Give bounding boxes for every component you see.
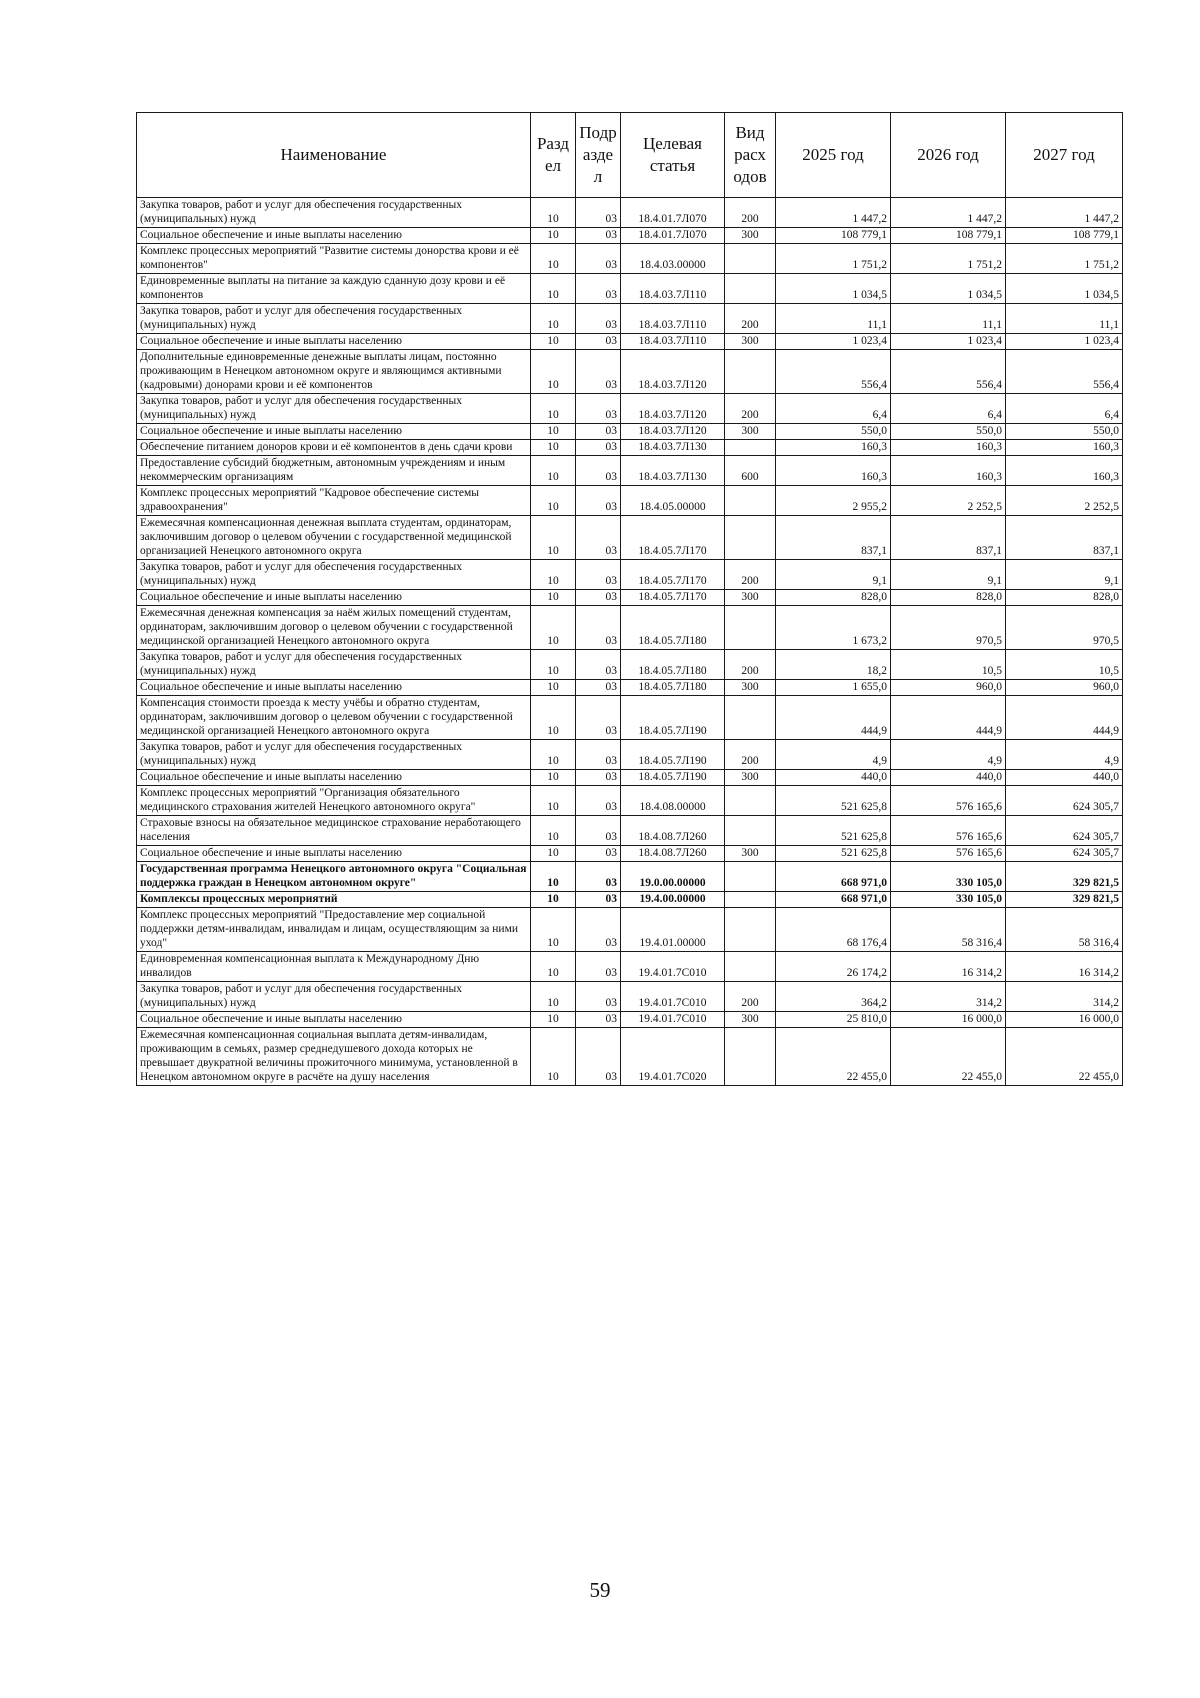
- row-value-2027: 624 305,7: [1006, 846, 1123, 862]
- row-expense-type: [725, 862, 776, 892]
- row-podrazdel: 03: [576, 982, 621, 1012]
- row-value-2027: 16 314,2: [1006, 952, 1123, 982]
- row-target-article: 18.4.05.7Л170: [621, 560, 725, 590]
- row-expense-type: [725, 516, 776, 560]
- row-podrazdel: 03: [576, 244, 621, 274]
- row-value-2026: 828,0: [891, 590, 1006, 606]
- row-value-2027: 550,0: [1006, 424, 1123, 440]
- row-value-2027: 58 316,4: [1006, 908, 1123, 952]
- row-expense-type: 300: [725, 846, 776, 862]
- table-row: [137, 908, 1123, 952]
- row-value-2025: 837,1: [776, 516, 891, 560]
- row-target-article: 19.4.01.7С010: [621, 982, 725, 1012]
- row-expense-type: [725, 274, 776, 304]
- row-value-2027: 9,1: [1006, 560, 1123, 590]
- row-target-article: 18.4.03.7Л130: [621, 456, 725, 486]
- row-razdel: 10: [531, 560, 576, 590]
- row-razdel: 10: [531, 424, 576, 440]
- row-name: Социальное обеспечение и иные выплаты населению: [137, 680, 531, 696]
- header-razdel: Разд ел: [531, 113, 576, 198]
- row-target-article: 18.4.05.7Л190: [621, 696, 725, 740]
- row-value-2025: 521 625,8: [776, 786, 891, 816]
- row-value-2027: 4,9: [1006, 740, 1123, 770]
- row-name: Комплекс процессных мероприятий "Развитие системы донорства крови и её компонентов": [137, 244, 531, 274]
- row-expense-type: 200: [725, 304, 776, 334]
- row-razdel: 10: [531, 696, 576, 740]
- row-target-article: 18.4.05.7Л180: [621, 650, 725, 680]
- page-number: 59: [589, 1578, 611, 1602]
- row-podrazdel: 03: [576, 680, 621, 696]
- row-value-2026: 1 034,5: [891, 274, 1006, 304]
- row-value-2027: 314,2: [1006, 982, 1123, 1012]
- header-podrazdel: Подр азде л: [576, 113, 621, 198]
- row-expense-type: 300: [725, 1012, 776, 1028]
- row-razdel: 10: [531, 606, 576, 650]
- row-value-2027: 160,3: [1006, 456, 1123, 486]
- row-razdel: 10: [531, 244, 576, 274]
- row-razdel: 10: [531, 952, 576, 982]
- table-row: [137, 244, 1123, 274]
- row-podrazdel: 03: [576, 350, 621, 394]
- row-name: Ежемесячная денежная компенсация за наём жилых помещений студентам, ординаторам, заключившим договор о целевом обучении с государственной медицинской организацией Ненецкого автономного округа: [137, 606, 531, 650]
- row-value-2026: 16 314,2: [891, 952, 1006, 982]
- row-name: Социальное обеспечение и иные выплаты населению: [137, 228, 531, 244]
- row-name: Закупка товаров, работ и услуг для обеспечения государственных (муниципальных) нужд: [137, 304, 531, 334]
- row-razdel: 10: [531, 740, 576, 770]
- row-value-2026: 440,0: [891, 770, 1006, 786]
- row-razdel: 10: [531, 198, 576, 228]
- row-expense-type: [725, 244, 776, 274]
- row-expense-type: [725, 1028, 776, 1086]
- row-podrazdel: 03: [576, 1012, 621, 1028]
- row-name: Социальное обеспечение и иные выплаты населению: [137, 424, 531, 440]
- row-expense-type: [725, 440, 776, 456]
- row-value-2026: 837,1: [891, 516, 1006, 560]
- table-row: [137, 516, 1123, 560]
- row-value-2026: 6,4: [891, 394, 1006, 424]
- row-podrazdel: 03: [576, 198, 621, 228]
- row-value-2027: 828,0: [1006, 590, 1123, 606]
- row-name: Социальное обеспечение и иные выплаты населению: [137, 334, 531, 350]
- row-value-2027: 1 447,2: [1006, 198, 1123, 228]
- row-target-article: 18.4.08.00000: [621, 786, 725, 816]
- row-value-2026: 576 165,6: [891, 846, 1006, 862]
- row-value-2027: 329 821,5: [1006, 892, 1123, 908]
- row-podrazdel: 03: [576, 952, 621, 982]
- row-podrazdel: 03: [576, 590, 621, 606]
- row-name: Закупка товаров, работ и услуг для обеспечения государственных (муниципальных) нужд: [137, 982, 531, 1012]
- row-podrazdel: 03: [576, 304, 621, 334]
- row-expense-type: 600: [725, 456, 776, 486]
- row-expense-type: [725, 952, 776, 982]
- row-razdel: 10: [531, 1012, 576, 1028]
- row-value-2027: 160,3: [1006, 440, 1123, 456]
- row-name: Социальное обеспечение и иные выплаты населению: [137, 846, 531, 862]
- row-value-2026: 160,3: [891, 440, 1006, 456]
- row-name: Ежемесячная компенсационная социальная выплата детям-инвалидам, проживающим в семьях, размер среднедушевого дохода которых не превышает двукратной величины прожиточного минимума, установленной в Ненецком автономном округе в расчёте на душу населения: [137, 1028, 531, 1086]
- row-value-2026: 1 447,2: [891, 198, 1006, 228]
- row-podrazdel: 03: [576, 862, 621, 892]
- row-expense-type: [725, 892, 776, 908]
- row-expense-type: [725, 486, 776, 516]
- table-row: [137, 560, 1123, 590]
- table-row: [137, 892, 1123, 908]
- row-podrazdel: 03: [576, 228, 621, 244]
- row-value-2025: 550,0: [776, 424, 891, 440]
- table-row: [137, 696, 1123, 740]
- row-value-2025: 18,2: [776, 650, 891, 680]
- table-header-row: [137, 113, 1123, 198]
- row-expense-type: [725, 786, 776, 816]
- row-podrazdel: 03: [576, 770, 621, 786]
- row-target-article: 18.4.05.7Л170: [621, 516, 725, 560]
- row-target-article: 18.4.03.7Л120: [621, 394, 725, 424]
- row-razdel: 10: [531, 786, 576, 816]
- row-razdel: 10: [531, 274, 576, 304]
- table-row: [137, 394, 1123, 424]
- row-podrazdel: 03: [576, 440, 621, 456]
- row-value-2025: 440,0: [776, 770, 891, 786]
- row-podrazdel: 03: [576, 486, 621, 516]
- row-target-article: 19.4.01.00000: [621, 908, 725, 952]
- row-name: Единовременная компенсационная выплата к Международному Дню инвалидов: [137, 952, 531, 982]
- row-value-2026: 576 165,6: [891, 786, 1006, 816]
- row-name: Социальное обеспечение и иные выплаты населению: [137, 1012, 531, 1028]
- row-value-2025: 2 955,2: [776, 486, 891, 516]
- row-target-article: 18.4.01.7Л070: [621, 198, 725, 228]
- row-target-article: 18.4.03.7Л110: [621, 274, 725, 304]
- row-value-2025: 444,9: [776, 696, 891, 740]
- row-target-article: 18.4.03.7Л130: [621, 440, 725, 456]
- table-row: [137, 304, 1123, 334]
- row-value-2026: 11,1: [891, 304, 1006, 334]
- row-value-2027: 11,1: [1006, 304, 1123, 334]
- table-row: [137, 1012, 1123, 1028]
- row-name: Страховые взносы на обязательное медицинское страхование неработающего населения: [137, 816, 531, 846]
- row-value-2026: 16 000,0: [891, 1012, 1006, 1028]
- row-expense-type: 200: [725, 560, 776, 590]
- row-podrazdel: 03: [576, 816, 621, 846]
- row-target-article: 18.4.03.7Л120: [621, 350, 725, 394]
- row-name: Компенсация стоимости проезда к месту учёбы и обратно студентам, ординаторам, заключившим договор о целевом обучении с государственной медицинской организацией Ненецкого автономного округа: [137, 696, 531, 740]
- row-value-2027: 444,9: [1006, 696, 1123, 740]
- row-name: Комплекс процессных мероприятий "Организация обязательного медицинского страхования жителей Ненецкого автономного округа": [137, 786, 531, 816]
- row-value-2026: 58 316,4: [891, 908, 1006, 952]
- row-razdel: 10: [531, 350, 576, 394]
- table-row: [137, 440, 1123, 456]
- row-podrazdel: 03: [576, 560, 621, 590]
- row-value-2026: 4,9: [891, 740, 1006, 770]
- row-name: Социальное обеспечение и иные выплаты населению: [137, 770, 531, 786]
- row-value-2026: 444,9: [891, 696, 1006, 740]
- row-target-article: 19.4.01.7С020: [621, 1028, 725, 1086]
- row-podrazdel: 03: [576, 1028, 621, 1086]
- row-expense-type: 200: [725, 394, 776, 424]
- row-value-2027: 556,4: [1006, 350, 1123, 394]
- row-value-2026: 1 751,2: [891, 244, 1006, 274]
- row-value-2026: 160,3: [891, 456, 1006, 486]
- table-body: [137, 198, 1123, 1086]
- header-year-2027: 2027 год: [1006, 113, 1123, 198]
- row-value-2026: 10,5: [891, 650, 1006, 680]
- table-row: [137, 274, 1123, 304]
- row-expense-type: 300: [725, 228, 776, 244]
- row-podrazdel: 03: [576, 516, 621, 560]
- row-value-2027: 22 455,0: [1006, 1028, 1123, 1086]
- row-razdel: 10: [531, 304, 576, 334]
- row-target-article: 18.4.05.7Л170: [621, 590, 725, 606]
- table-row: [137, 982, 1123, 1012]
- row-value-2026: 330 105,0: [891, 892, 1006, 908]
- row-value-2025: 521 625,8: [776, 846, 891, 862]
- row-expense-type: 200: [725, 650, 776, 680]
- row-value-2025: 160,3: [776, 456, 891, 486]
- row-razdel: 10: [531, 908, 576, 952]
- row-podrazdel: 03: [576, 424, 621, 440]
- row-value-2025: 1 655,0: [776, 680, 891, 696]
- table-row: [137, 740, 1123, 770]
- row-value-2025: 1 034,5: [776, 274, 891, 304]
- row-podrazdel: 03: [576, 334, 621, 350]
- row-value-2025: 6,4: [776, 394, 891, 424]
- row-target-article: 18.4.03.00000: [621, 244, 725, 274]
- row-value-2027: 837,1: [1006, 516, 1123, 560]
- row-name: Государственная программа Ненецкого автономного округа "Социальная поддержка граждан в Ненецком автономном округе": [137, 862, 531, 892]
- row-podrazdel: 03: [576, 846, 621, 862]
- row-value-2027: 624 305,7: [1006, 816, 1123, 846]
- row-razdel: 10: [531, 770, 576, 786]
- row-razdel: 10: [531, 982, 576, 1012]
- row-value-2027: 624 305,7: [1006, 786, 1123, 816]
- row-value-2025: 668 971,0: [776, 892, 891, 908]
- row-razdel: 10: [531, 228, 576, 244]
- row-expense-type: 200: [725, 740, 776, 770]
- row-razdel: 10: [531, 680, 576, 696]
- row-podrazdel: 03: [576, 274, 621, 304]
- row-name: Комплексы процессных мероприятий: [137, 892, 531, 908]
- row-expense-type: 300: [725, 590, 776, 606]
- row-value-2026: 960,0: [891, 680, 1006, 696]
- row-value-2025: 11,1: [776, 304, 891, 334]
- row-expense-type: 300: [725, 424, 776, 440]
- row-value-2025: 160,3: [776, 440, 891, 456]
- row-razdel: 10: [531, 590, 576, 606]
- row-name: Дополнительные единовременные денежные выплаты лицам, постоянно проживающим в Ненецком автономном округе и являющимся активными (кадровыми) донорами крови и её компонентов: [137, 350, 531, 394]
- row-target-article: 18.4.03.7Л110: [621, 304, 725, 334]
- row-podrazdel: 03: [576, 456, 621, 486]
- row-value-2025: 108 779,1: [776, 228, 891, 244]
- header-year-2025: 2025 год: [776, 113, 891, 198]
- row-target-article: 19.0.00.00000: [621, 862, 725, 892]
- table-row: [137, 650, 1123, 680]
- row-expense-type: 200: [725, 982, 776, 1012]
- row-name: Закупка товаров, работ и услуг для обеспечения государственных (муниципальных) нужд: [137, 394, 531, 424]
- row-expense-type: [725, 350, 776, 394]
- row-expense-type: [725, 908, 776, 952]
- row-value-2027: 1 034,5: [1006, 274, 1123, 304]
- table-row: [137, 424, 1123, 440]
- header-target-article: Целевая статья: [621, 113, 725, 198]
- table-row: [137, 846, 1123, 862]
- row-value-2026: 556,4: [891, 350, 1006, 394]
- row-name: Закупка товаров, работ и услуг для обеспечения государственных (муниципальных) нужд: [137, 650, 531, 680]
- row-value-2025: 1 023,4: [776, 334, 891, 350]
- row-target-article: 18.4.08.7Л260: [621, 846, 725, 862]
- row-value-2027: 1 751,2: [1006, 244, 1123, 274]
- table-row: [137, 786, 1123, 816]
- row-value-2025: 22 455,0: [776, 1028, 891, 1086]
- row-value-2025: 1 673,2: [776, 606, 891, 650]
- row-razdel: 10: [531, 440, 576, 456]
- row-expense-type: [725, 816, 776, 846]
- table-row: [137, 606, 1123, 650]
- row-value-2027: 16 000,0: [1006, 1012, 1123, 1028]
- table-row: [137, 680, 1123, 696]
- row-expense-type: 300: [725, 770, 776, 786]
- row-razdel: 10: [531, 892, 576, 908]
- row-name: Закупка товаров, работ и услуг для обеспечения государственных (муниципальных) нужд: [137, 740, 531, 770]
- row-value-2025: 364,2: [776, 982, 891, 1012]
- row-target-article: 18.4.03.7Л120: [621, 424, 725, 440]
- table-row: [137, 816, 1123, 846]
- row-podrazdel: 03: [576, 696, 621, 740]
- row-value-2026: 1 023,4: [891, 334, 1006, 350]
- row-value-2025: 25 810,0: [776, 1012, 891, 1028]
- row-razdel: 10: [531, 334, 576, 350]
- row-razdel: 10: [531, 846, 576, 862]
- row-expense-type: 300: [725, 334, 776, 350]
- row-value-2026: 314,2: [891, 982, 1006, 1012]
- row-value-2027: 6,4: [1006, 394, 1123, 424]
- row-target-article: 18.4.05.7Л190: [621, 770, 725, 786]
- row-razdel: 10: [531, 516, 576, 560]
- row-value-2026: 576 165,6: [891, 816, 1006, 846]
- row-expense-type: 200: [725, 198, 776, 228]
- row-value-2026: 9,1: [891, 560, 1006, 590]
- table-row: [137, 198, 1123, 228]
- row-target-article: 19.4.00.00000: [621, 892, 725, 908]
- row-target-article: 19.4.01.7С010: [621, 1012, 725, 1028]
- row-target-article: 18.4.05.7Л190: [621, 740, 725, 770]
- row-value-2025: 668 971,0: [776, 862, 891, 892]
- row-value-2027: 329 821,5: [1006, 862, 1123, 892]
- row-target-article: 18.4.01.7Л070: [621, 228, 725, 244]
- row-target-article: 18.4.03.7Л110: [621, 334, 725, 350]
- row-value-2025: 26 174,2: [776, 952, 891, 982]
- row-expense-type: 300: [725, 680, 776, 696]
- row-value-2025: 1 751,2: [776, 244, 891, 274]
- row-value-2027: 440,0: [1006, 770, 1123, 786]
- row-value-2025: 521 625,8: [776, 816, 891, 846]
- table-row: [137, 228, 1123, 244]
- row-razdel: 10: [531, 1028, 576, 1086]
- table-row: [137, 952, 1123, 982]
- table-row: [137, 486, 1123, 516]
- row-value-2025: 828,0: [776, 590, 891, 606]
- row-value-2027: 1 023,4: [1006, 334, 1123, 350]
- row-razdel: 10: [531, 486, 576, 516]
- header-year-2026: 2026 год: [891, 113, 1006, 198]
- row-value-2027: 960,0: [1006, 680, 1123, 696]
- row-expense-type: [725, 606, 776, 650]
- row-value-2026: 108 779,1: [891, 228, 1006, 244]
- row-name: Закупка товаров, работ и услуг для обеспечения государственных (муниципальных) нужд: [137, 198, 531, 228]
- budget-table: [136, 112, 1123, 1086]
- row-expense-type: [725, 696, 776, 740]
- row-value-2025: 4,9: [776, 740, 891, 770]
- table-row: [137, 456, 1123, 486]
- row-razdel: 10: [531, 394, 576, 424]
- table-row: [137, 334, 1123, 350]
- row-value-2026: 330 105,0: [891, 862, 1006, 892]
- table-row: [137, 770, 1123, 786]
- row-podrazdel: 03: [576, 394, 621, 424]
- row-name: Комплекс процессных мероприятий "Кадровое обеспечение системы здравоохранения": [137, 486, 531, 516]
- row-podrazdel: 03: [576, 892, 621, 908]
- row-podrazdel: 03: [576, 740, 621, 770]
- row-name: Социальное обеспечение и иные выплаты населению: [137, 590, 531, 606]
- row-name: Закупка товаров, работ и услуг для обеспечения государственных (муниципальных) нужд: [137, 560, 531, 590]
- row-name: Обеспечение питанием доноров крови и её компонентов в день сдачи крови: [137, 440, 531, 456]
- row-razdel: 10: [531, 862, 576, 892]
- row-target-article: 18.4.05.7Л180: [621, 680, 725, 696]
- table-row: [137, 862, 1123, 892]
- row-name: Комплекс процессных мероприятий "Предоставление мер социальной поддержки детям-инвалидам, инвалидам и лицам, осуществляющим за ними уход": [137, 908, 531, 952]
- row-podrazdel: 03: [576, 650, 621, 680]
- row-value-2026: 22 455,0: [891, 1028, 1006, 1086]
- row-value-2027: 2 252,5: [1006, 486, 1123, 516]
- row-name: Единовременные выплаты на питание за каждую сданную дозу крови и её компонентов: [137, 274, 531, 304]
- row-podrazdel: 03: [576, 606, 621, 650]
- row-value-2027: 10,5: [1006, 650, 1123, 680]
- table-row: [137, 350, 1123, 394]
- header-expense-type: Вид расх одов: [725, 113, 776, 198]
- table-row: [137, 1028, 1123, 1086]
- row-name: Ежемесячная компенсационная денежная выплата студентам, ординаторам, заключившим договор о целевом обучении с государственной медицинской организацией Ненецкого автономного округа: [137, 516, 531, 560]
- row-value-2026: 970,5: [891, 606, 1006, 650]
- row-value-2025: 68 176,4: [776, 908, 891, 952]
- row-value-2025: 9,1: [776, 560, 891, 590]
- row-value-2025: 556,4: [776, 350, 891, 394]
- row-target-article: 18.4.05.00000: [621, 486, 725, 516]
- row-razdel: 10: [531, 650, 576, 680]
- row-name: Предоставление субсидий бюджетным, автономным учреждениям и иным некоммерческим организациям: [137, 456, 531, 486]
- row-value-2026: 2 252,5: [891, 486, 1006, 516]
- header-name: Наименование: [137, 113, 531, 198]
- row-value-2027: 108 779,1: [1006, 228, 1123, 244]
- row-target-article: 19.4.01.7С010: [621, 952, 725, 982]
- row-value-2026: 550,0: [891, 424, 1006, 440]
- row-value-2025: 1 447,2: [776, 198, 891, 228]
- row-razdel: 10: [531, 456, 576, 486]
- row-target-article: 18.4.05.7Л180: [621, 606, 725, 650]
- row-value-2027: 970,5: [1006, 606, 1123, 650]
- row-podrazdel: 03: [576, 908, 621, 952]
- row-razdel: 10: [531, 816, 576, 846]
- table-row: [137, 590, 1123, 606]
- row-target-article: 18.4.08.7Л260: [621, 816, 725, 846]
- row-podrazdel: 03: [576, 786, 621, 816]
